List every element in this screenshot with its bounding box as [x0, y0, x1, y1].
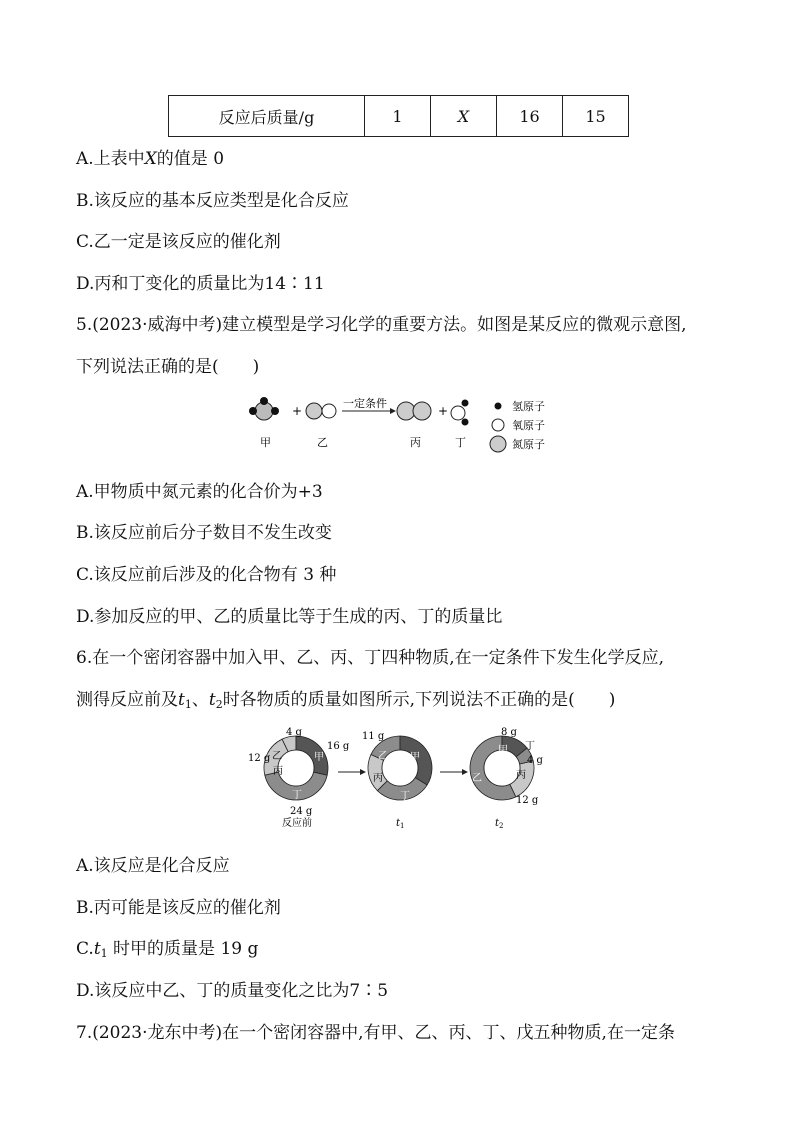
q6-c-var: t	[93, 939, 101, 959]
legend-h: 氢原子	[512, 400, 545, 413]
q6-t1-var: t	[178, 690, 185, 710]
q5-molecule-diagram	[240, 394, 560, 454]
q4-option-a	[76, 148, 224, 170]
q5-option-b: B.该反应前后分子数目不发生改变	[76, 523, 332, 543]
mass-table	[168, 95, 629, 137]
r3-label-bing: 丙	[516, 770, 526, 781]
q6-stem-line1: 6.在一个密闭容器中加入甲、乙、丙、丁四种物质,在一定条件下发生化学反应,	[76, 648, 665, 668]
legend	[490, 399, 545, 452]
r1-mass-jia: 16 g	[327, 741, 350, 752]
q6-c-pre: C.	[76, 939, 94, 959]
cell-ding: 15	[563, 96, 629, 137]
legend-n: 氮原子	[512, 438, 545, 451]
r1-label-ding: 丁	[292, 790, 302, 801]
q4-a-pre: A.上表中	[76, 149, 145, 169]
r3-label-jia: 甲	[498, 745, 508, 756]
q4-a-var: X	[144, 149, 157, 169]
r2-label-ding: 丁	[400, 791, 410, 802]
label-jia: 甲	[260, 436, 271, 449]
cell-jia: 1	[365, 96, 431, 137]
q5-stem-line2: 下列说法正确的是( )	[76, 357, 260, 377]
q5-stem-line1: 5.(2023·威海中考)建立模型是学习化学的重要方法。如图是某反应的微观示意图,	[76, 315, 687, 335]
legend-n-icon	[490, 436, 506, 452]
molecule-ding	[451, 400, 469, 426]
q6-option-c	[76, 938, 258, 965]
q6-stem-line2	[76, 689, 615, 716]
label-yi: 乙	[317, 436, 328, 449]
q6-t1-sub: 1	[184, 698, 192, 711]
label-ding: 丁	[455, 436, 466, 449]
r3-label-ding: 丁	[525, 741, 535, 752]
molecule-bing	[397, 402, 431, 420]
q6-t2-sub: 2	[215, 698, 223, 711]
q4-a-post: 的值是 0	[156, 149, 225, 169]
q6-sep: 、	[191, 690, 209, 710]
plus-2: +	[438, 404, 449, 418]
legend-o-icon	[492, 419, 504, 431]
q6-option-d: D.该反应中乙、丁的质量变化之比为7∶5	[76, 981, 389, 1001]
molecule-yi	[306, 403, 336, 419]
q5-option-d: D.参加反应的甲、乙的质量比等于生成的丙、丁的质量比	[76, 607, 503, 627]
ring-t1	[362, 731, 432, 830]
r2-label-yi: 乙	[378, 751, 388, 762]
r3-mass-bing: 12 g	[516, 795, 539, 806]
ring-t2	[470, 727, 544, 830]
cell-bing: 16	[497, 96, 563, 137]
legend-o: 氧原子	[512, 419, 545, 432]
r2-caption-var: $t_1$	[396, 818, 405, 830]
q5-option-c: C.该反应前后涉及的化合物有 3 种	[76, 565, 337, 585]
r3-mass-ding: 4 g	[527, 755, 543, 766]
r2-label-jia: 甲	[410, 752, 420, 763]
q5-option-a: A.甲物质中氮元素的化合价为+3	[76, 482, 323, 502]
molecule-jia	[249, 397, 279, 420]
q6-ring-diagram	[240, 723, 560, 833]
q6-option-a: A.该反应是化合反应	[76, 856, 230, 876]
r2-mass-yi: 11 g	[362, 731, 385, 742]
q6-c-sub: 1	[100, 947, 108, 960]
r1-label-yi: 乙	[272, 751, 282, 762]
r1-caption: 反应前	[282, 818, 312, 829]
r1-mass-bing: 12 g	[248, 753, 271, 764]
q4-option-d: D.丙和丁变化的质量比为14∶11	[76, 274, 325, 294]
r1-mass-yi: 4 g	[286, 727, 302, 738]
r2-label-bing: 丙	[373, 773, 383, 784]
q6-c-post: 时甲的质量是 19 g	[107, 939, 259, 959]
reaction-condition: 一定条件	[343, 397, 387, 410]
plus-1: +	[292, 404, 303, 418]
q6-stem-post: 时各物质的质量如图所示,下列说法不正确的是( )	[222, 690, 616, 710]
row-label: 反应后质量/g	[169, 96, 365, 137]
q7-stem-line1: 7.(2023·龙东中考)在一个密闭容器中,有甲、乙、丙、丁、戊五种物质,在一定条	[76, 1023, 675, 1043]
cell-yi: X	[431, 96, 497, 137]
r1-label-bing: 丙	[273, 766, 283, 777]
r3-mass-jia: 8 g	[501, 727, 517, 738]
r3-label-yi: 乙	[472, 773, 482, 784]
r3-caption-var: $t_2$	[495, 818, 504, 830]
q6-stem-pre: 测得反应前及	[76, 690, 178, 710]
ring-before	[248, 727, 350, 829]
q6-t2-var: t	[208, 690, 216, 710]
q4-option-c: C.乙一定是该反应的催化剂	[76, 232, 281, 252]
q6-option-b: B.丙可能是该反应的催化剂	[76, 898, 281, 918]
legend-h-icon	[495, 403, 502, 410]
table-row	[169, 96, 629, 137]
r1-label-jia: 甲	[314, 752, 324, 763]
r1-mass-ding: 24 g	[290, 806, 313, 817]
q4-option-b: B.该反应的基本反应类型是化合反应	[76, 191, 349, 211]
label-bing: 丙	[410, 436, 421, 449]
